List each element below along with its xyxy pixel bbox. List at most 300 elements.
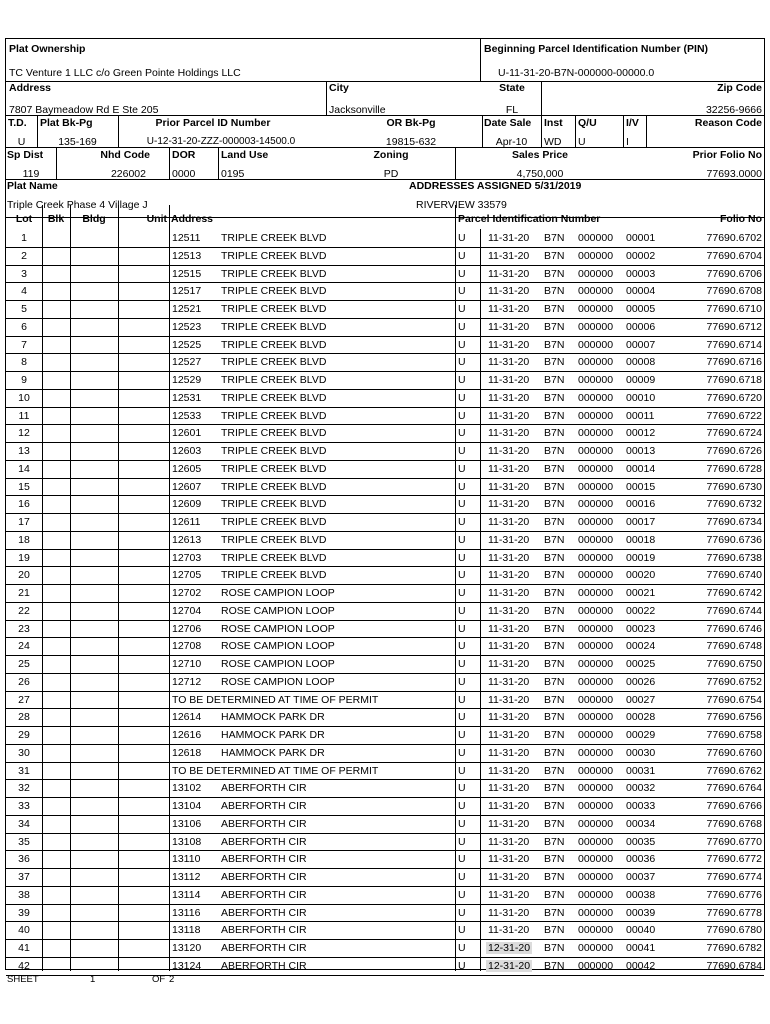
- street-name: TRIPLE CREEK BLVD: [221, 533, 327, 546]
- td-cell: U: [458, 871, 466, 883]
- subdivision-cell: B7N: [544, 356, 565, 369]
- lot-number-cell: 00022: [626, 604, 656, 617]
- table-row: [6, 833, 766, 851]
- table-row: [6, 779, 766, 797]
- block-cell: 000000: [578, 427, 614, 440]
- subdivision-cell: B7N: [544, 409, 565, 422]
- table-row: [6, 691, 766, 709]
- qu-label: Q/U: [578, 117, 597, 129]
- lot-number-cell: 00031: [626, 764, 656, 777]
- lot-cell: 8: [21, 356, 27, 369]
- folio-cell: 77690.6752: [706, 675, 762, 688]
- lot-cell: 10: [18, 391, 30, 404]
- block-cell: 000000: [578, 320, 614, 333]
- section-cell: 11-31-20: [488, 445, 530, 457]
- table-row: [6, 904, 766, 922]
- td-cell: U: [458, 800, 466, 812]
- iv-label: I/V: [626, 117, 639, 129]
- owner-zip: 32256-9666: [705, 104, 762, 116]
- house-number: 12613: [172, 533, 202, 546]
- lot-cell: 14: [18, 462, 30, 475]
- section-cell: 11-31-20: [488, 427, 530, 440]
- table-row: [6, 602, 766, 620]
- table-row: [6, 655, 766, 673]
- folio-cell: 77690.6724: [706, 427, 762, 440]
- street-name: TRIPLE CREEK BLVD: [221, 480, 327, 493]
- folio-cell: 77690.6780: [706, 924, 762, 937]
- pin-label: Beginning Parcel Identification Number (PIN): [484, 43, 709, 55]
- folio-cell: 77690.6754: [706, 693, 762, 706]
- land-use-value: 0195: [221, 168, 245, 180]
- section-cell: 11-31-20: [488, 711, 530, 724]
- lot-cell: 31: [18, 764, 30, 777]
- section-cell: 11-31-20: [488, 533, 530, 546]
- block-cell: 000000: [578, 498, 614, 511]
- table-row: [6, 336, 766, 354]
- folio-cell: 77690.6740: [706, 569, 762, 582]
- section-cell: 11-31-20: [488, 782, 530, 795]
- table-row: [6, 868, 766, 886]
- house-number: 13114: [172, 888, 201, 901]
- lot-number-cell: 00039: [626, 906, 656, 919]
- block-cell: 000000: [578, 303, 614, 315]
- house-number: 12601: [172, 427, 202, 440]
- td-cell: U: [458, 569, 466, 582]
- subdivision-cell: B7N: [544, 622, 565, 635]
- folio-cell: 77690.6720: [706, 391, 762, 404]
- folio-cell: 77690.6750: [706, 658, 762, 670]
- lot-cell: 40: [18, 924, 30, 937]
- section-cell: 11-31-20: [488, 800, 530, 812]
- subdivision-cell: B7N: [544, 498, 565, 511]
- table-row: [6, 247, 766, 265]
- street-name: TRIPLE CREEK BLVD: [221, 320, 327, 333]
- section-cell: 11-31-20: [488, 658, 530, 670]
- table-row: [6, 229, 766, 247]
- house-number: 12611: [172, 516, 201, 528]
- section-cell: 11-31-20: [488, 320, 530, 333]
- subdivision-cell: B7N: [544, 675, 565, 688]
- sp-dist-value: 119: [22, 168, 40, 180]
- street-name: TRIPLE CREEK BLVD: [221, 516, 327, 528]
- lot-cell: 7: [21, 338, 27, 351]
- folio-cell: 77690.6758: [706, 729, 762, 741]
- street-name: TRIPLE CREEK BLVD: [221, 303, 327, 315]
- land-use-label: Land Use: [221, 149, 269, 161]
- block-cell: 000000: [578, 604, 614, 617]
- td-cell: U: [458, 959, 466, 972]
- house-number: 12515: [172, 267, 202, 280]
- col-folio: Folio No: [720, 213, 762, 225]
- table-row: [6, 353, 766, 371]
- section-cell: 11-31-20: [488, 480, 530, 493]
- table-row: [6, 460, 766, 478]
- folio-cell: 77690.6704: [706, 249, 762, 262]
- folio-cell: 77690.6784: [706, 959, 762, 972]
- subdivision-cell: B7N: [544, 764, 565, 777]
- street-name: ROSE CAMPION LOOP: [221, 604, 335, 617]
- subdivision-cell: B7N: [544, 746, 565, 759]
- folio-cell: 77690.6748: [706, 640, 762, 653]
- subdivision-cell: B7N: [544, 959, 565, 972]
- qu-value: U: [578, 136, 586, 148]
- city-zip: RIVERVIEW 33579: [416, 199, 507, 211]
- beginning-pin: U-11-31-20-B7N-000000-00000.0: [498, 67, 655, 79]
- of-label: OF: [152, 974, 166, 985]
- subdivision-cell: B7N: [544, 480, 565, 493]
- plat-name-value: Triple Creek Phase 4 Village J: [7, 199, 148, 211]
- section-cell: 11-31-20: [488, 409, 530, 422]
- folio-cell: 77690.6746: [706, 622, 762, 635]
- city-label: City: [329, 82, 349, 94]
- table-row: [6, 762, 766, 780]
- block-cell: 000000: [578, 374, 614, 386]
- plat-ownership-label: Plat Ownership: [9, 43, 86, 55]
- td-cell: U: [458, 320, 466, 333]
- folio-cell: 77690.6776: [706, 888, 762, 901]
- td-cell: U: [458, 587, 466, 599]
- lot-number-cell: 00021: [626, 587, 656, 599]
- lot-cell: 19: [18, 551, 30, 564]
- section-cell: 11-31-20: [488, 604, 530, 617]
- block-cell: 000000: [578, 853, 614, 866]
- folio-cell: 77690.6710: [706, 303, 762, 315]
- td-cell: U: [458, 782, 466, 795]
- td-cell: U: [458, 711, 466, 724]
- lot-number-cell: 00026: [626, 675, 656, 688]
- block-cell: 000000: [578, 285, 614, 298]
- date-sale-label: Date Sale: [484, 117, 532, 129]
- lot-cell: 42: [18, 959, 30, 972]
- section-cell: 11-31-20: [488, 587, 530, 599]
- parcel-table: [6, 229, 764, 971]
- table-row: [6, 282, 766, 300]
- subdivision-cell: B7N: [544, 693, 565, 706]
- house-number: 13118: [172, 924, 201, 937]
- subdivision-cell: B7N: [544, 817, 565, 830]
- folio-cell: 77690.6712: [706, 320, 762, 333]
- subdivision-cell: B7N: [544, 800, 565, 812]
- section-cell: 11-31-20: [488, 817, 530, 830]
- street-name: ABERFORTH CIR: [221, 942, 307, 954]
- lot-number-cell: 00015: [626, 480, 656, 493]
- nhd-code-value: 226002: [110, 168, 146, 180]
- street-name: TRIPLE CREEK BLVD: [221, 338, 327, 351]
- subdivision-cell: B7N: [544, 391, 565, 404]
- house-number: 12614: [172, 711, 202, 724]
- owner-state: FL: [505, 104, 519, 116]
- lot-cell: 32: [18, 782, 30, 795]
- lot-cell: 35: [18, 835, 30, 848]
- lot-number-cell: 00018: [626, 533, 656, 546]
- date-sale-value: Apr-10: [495, 136, 528, 148]
- section-cell: 11-31-20: [488, 675, 530, 688]
- lot-cell: 30: [18, 746, 30, 759]
- lot-number-cell: 00030: [626, 746, 656, 759]
- td-cell: U: [458, 480, 466, 493]
- owner-name: TC Venture 1 LLC c/o Green Pointe Holdings LLC: [9, 67, 241, 79]
- subdivision-cell: B7N: [544, 871, 565, 883]
- subdivision-cell: B7N: [544, 729, 565, 741]
- street-name: ROSE CAMPION LOOP: [221, 640, 335, 653]
- lot-number-cell: 00005: [626, 303, 656, 315]
- block-cell: 000000: [578, 338, 614, 351]
- block-cell: 000000: [578, 782, 614, 795]
- section-cell: 11-31-20: [488, 303, 530, 315]
- block-cell: 000000: [578, 232, 614, 244]
- subdivision-cell: B7N: [544, 338, 565, 351]
- iv-value: I: [626, 136, 629, 148]
- street-name: TRIPLE CREEK BLVD: [221, 569, 327, 582]
- td-cell: U: [458, 498, 466, 511]
- house-number: 12517: [172, 285, 202, 298]
- section-cell: 11-31-20: [488, 462, 530, 475]
- lot-cell: 41: [18, 942, 30, 954]
- td-cell: U: [458, 551, 466, 564]
- lot-number-cell: 00006: [626, 320, 656, 333]
- lot-cell: 23: [18, 622, 30, 635]
- col-pin: Parcel Identification Number: [458, 213, 601, 225]
- folio-cell: 77690.6766: [706, 800, 762, 812]
- reason-code-label: Reason Code: [694, 117, 762, 129]
- td-label: T.D.: [8, 117, 27, 129]
- lot-cell: 13: [18, 445, 30, 457]
- lot-number-cell: 00038: [626, 888, 656, 901]
- section-cell: 11-31-20: [488, 551, 530, 564]
- table-row: [6, 300, 766, 318]
- section-cell: 11-31-20: [488, 516, 530, 528]
- inst-label: Inst: [544, 117, 563, 129]
- td-cell: U: [458, 906, 466, 919]
- lot-cell: 27: [18, 693, 30, 706]
- zip-label: Zip Code: [717, 82, 762, 94]
- house-number: 12513: [172, 249, 202, 262]
- subdivision-cell: B7N: [544, 782, 565, 795]
- lot-number-cell: 00042: [626, 959, 656, 972]
- table-row: [6, 708, 766, 726]
- house-number: 13108: [172, 835, 202, 848]
- block-cell: 000000: [578, 569, 614, 582]
- house-number: 12708: [172, 640, 202, 653]
- block-cell: 000000: [578, 800, 614, 812]
- td-cell: U: [458, 835, 466, 848]
- lot-number-cell: 00014: [626, 462, 656, 475]
- folio-cell: 77690.6764: [706, 782, 762, 795]
- house-number: 13124: [172, 959, 202, 972]
- lot-cell: 22: [18, 604, 30, 617]
- lot-number-cell: 00016: [626, 498, 656, 511]
- td-cell: U: [458, 338, 466, 351]
- house-number: 12710: [172, 658, 202, 670]
- section-cell: 11-31-20: [488, 835, 530, 848]
- address-label: Address: [9, 82, 52, 94]
- street-name: TRIPLE CREEK BLVD: [221, 374, 327, 386]
- td-cell: U: [458, 640, 466, 653]
- subdivision-cell: B7N: [544, 711, 565, 724]
- street-name: ABERFORTH CIR: [221, 888, 307, 901]
- folio-cell: 77690.6708: [706, 285, 762, 298]
- lot-cell: 16: [18, 498, 30, 511]
- house-number: 13104: [172, 800, 202, 812]
- table-row: [6, 815, 766, 833]
- house-number: 12603: [172, 445, 202, 457]
- folio-cell: 77690.6734: [706, 516, 762, 528]
- table-row: [6, 318, 766, 336]
- block-cell: 000000: [578, 445, 614, 457]
- lot-number-cell: 00010: [626, 391, 656, 404]
- street-name: ABERFORTH CIR: [221, 959, 307, 972]
- street-name: ROSE CAMPION LOOP: [221, 675, 335, 688]
- house-number: 12618: [172, 746, 202, 759]
- house-number: 12529: [172, 374, 202, 386]
- house-number: 12712: [172, 675, 202, 688]
- td-cell: U: [458, 729, 466, 741]
- lot-cell: 20: [18, 569, 30, 582]
- inst-value: WD: [544, 136, 562, 148]
- section-cell: 11-31-20: [488, 871, 530, 883]
- house-number: 12521: [172, 303, 202, 315]
- prior-parcel-label: Prior Parcel ID Number: [155, 117, 271, 129]
- table-row: [6, 744, 766, 762]
- street-name: TRIPLE CREEK BLVD: [221, 551, 327, 564]
- section-cell: 11-31-20: [488, 391, 530, 404]
- lot-cell: 25: [18, 658, 30, 670]
- lot-number-cell: 00034: [626, 817, 656, 830]
- street-name: TRIPLE CREEK BLVD: [221, 498, 327, 511]
- folio-cell: 77690.6728: [706, 462, 762, 475]
- zoning-value: PD: [383, 168, 399, 180]
- block-cell: 000000: [578, 746, 614, 759]
- subdivision-cell: B7N: [544, 906, 565, 919]
- lot-number-cell: 00032: [626, 782, 656, 795]
- td-value: U: [17, 136, 26, 148]
- nhd-code-label: Nhd Code: [100, 149, 150, 161]
- state-label: State: [499, 82, 525, 94]
- block-cell: 000000: [578, 391, 614, 404]
- house-number: 13102: [172, 782, 202, 795]
- folio-cell: 77690.6762: [706, 764, 762, 777]
- td-cell: U: [458, 817, 466, 830]
- subdivision-cell: B7N: [544, 587, 565, 599]
- lot-number-cell: 00019: [626, 551, 656, 564]
- street-name: TRIPLE CREEK BLVD: [221, 445, 327, 457]
- street-name: TRIPLE CREEK BLVD: [221, 391, 327, 404]
- folio-cell: 77690.6736: [706, 533, 762, 546]
- lot-number-cell: 00003: [626, 267, 656, 280]
- block-cell: 000000: [578, 462, 614, 475]
- folio-cell: 77690.6782: [706, 942, 762, 954]
- sheet-total: 2: [169, 974, 175, 985]
- subdivision-cell: B7N: [544, 516, 565, 528]
- table-row: [6, 584, 766, 602]
- lot-cell: 9: [21, 374, 27, 386]
- street-name: TO BE DETERMINED AT TIME OF PERMIT: [172, 693, 379, 706]
- subdivision-cell: B7N: [544, 427, 565, 440]
- lot-cell: 24: [18, 640, 30, 653]
- street-name: TRIPLE CREEK BLVD: [221, 232, 327, 244]
- lot-number-cell: 00001: [626, 232, 656, 244]
- prior-folio-value: 77693.0000: [706, 168, 762, 180]
- lot-number-cell: 00040: [626, 924, 656, 937]
- lot-number-cell: 00037: [626, 871, 656, 883]
- house-number: 12533: [172, 409, 202, 422]
- td-cell: U: [458, 924, 466, 937]
- house-number: 12704: [172, 604, 202, 617]
- subdivision-cell: B7N: [544, 835, 565, 848]
- subdivision-cell: B7N: [544, 249, 565, 262]
- table-row: [6, 513, 766, 531]
- lot-cell: 37: [18, 871, 30, 883]
- street-name: ROSE CAMPION LOOP: [221, 587, 335, 599]
- street-name: ROSE CAMPION LOOP: [221, 622, 335, 635]
- street-name: ABERFORTH CIR: [221, 871, 307, 883]
- td-cell: U: [458, 249, 466, 262]
- street-name: TRIPLE CREEK BLVD: [221, 409, 327, 422]
- lot-cell: 6: [21, 320, 27, 333]
- street-name: ABERFORTH CIR: [221, 782, 307, 795]
- house-number: 12609: [172, 498, 202, 511]
- block-cell: 000000: [578, 249, 614, 262]
- block-cell: 000000: [578, 888, 614, 901]
- block-cell: 000000: [578, 729, 614, 741]
- sales-price-value: 4,750,000: [516, 168, 564, 180]
- subdivision-cell: B7N: [544, 320, 565, 333]
- lot-cell: 2: [21, 249, 27, 262]
- house-number: 12523: [172, 320, 202, 333]
- subdivision-cell: B7N: [544, 285, 565, 298]
- street-name: TO BE DETERMINED AT TIME OF PERMIT: [172, 764, 379, 777]
- section-cell: 11-31-20: [488, 232, 530, 244]
- td-cell: U: [458, 746, 466, 759]
- street-name: TRIPLE CREEK BLVD: [221, 356, 327, 369]
- lot-cell: 36: [18, 853, 30, 866]
- house-number: 12511: [172, 232, 201, 244]
- section-cell: 11-31-20: [488, 498, 530, 511]
- section-cell: 11-31-20: [488, 622, 530, 635]
- subdivision-cell: B7N: [544, 658, 565, 670]
- street-name: ABERFORTH CIR: [221, 800, 307, 812]
- lot-cell: 28: [18, 711, 30, 724]
- block-cell: 000000: [578, 622, 614, 635]
- block-cell: 000000: [578, 675, 614, 688]
- owner-address: 7807 Baymeadow Rd E Ste 205: [9, 104, 159, 116]
- table-row: [6, 549, 766, 567]
- table-row: [6, 566, 766, 584]
- td-cell: U: [458, 285, 466, 298]
- td-cell: U: [458, 427, 466, 440]
- section-cell: 11-31-20: [488, 356, 530, 369]
- lot-cell: 33: [18, 800, 30, 812]
- folio-cell: 77690.6738: [706, 551, 762, 564]
- block-cell: 000000: [578, 533, 614, 546]
- table-row: [6, 478, 766, 496]
- lot-cell: 29: [18, 729, 30, 741]
- subdivision-cell: B7N: [544, 374, 565, 386]
- table-row: [6, 921, 766, 939]
- block-cell: 000000: [578, 711, 614, 724]
- subdivision-cell: B7N: [544, 533, 565, 546]
- lot-cell: 15: [18, 480, 30, 493]
- house-number: 12525: [172, 338, 202, 351]
- td-cell: U: [458, 232, 466, 244]
- lot-cell: 39: [18, 906, 30, 919]
- street-name: ROSE CAMPION LOOP: [221, 658, 335, 670]
- lot-cell: 18: [18, 533, 30, 546]
- prior-folio-label: Prior Folio No: [692, 149, 762, 161]
- subdivision-cell: B7N: [544, 924, 565, 937]
- col-address: Address: [171, 213, 214, 225]
- lot-cell: 21: [18, 587, 30, 599]
